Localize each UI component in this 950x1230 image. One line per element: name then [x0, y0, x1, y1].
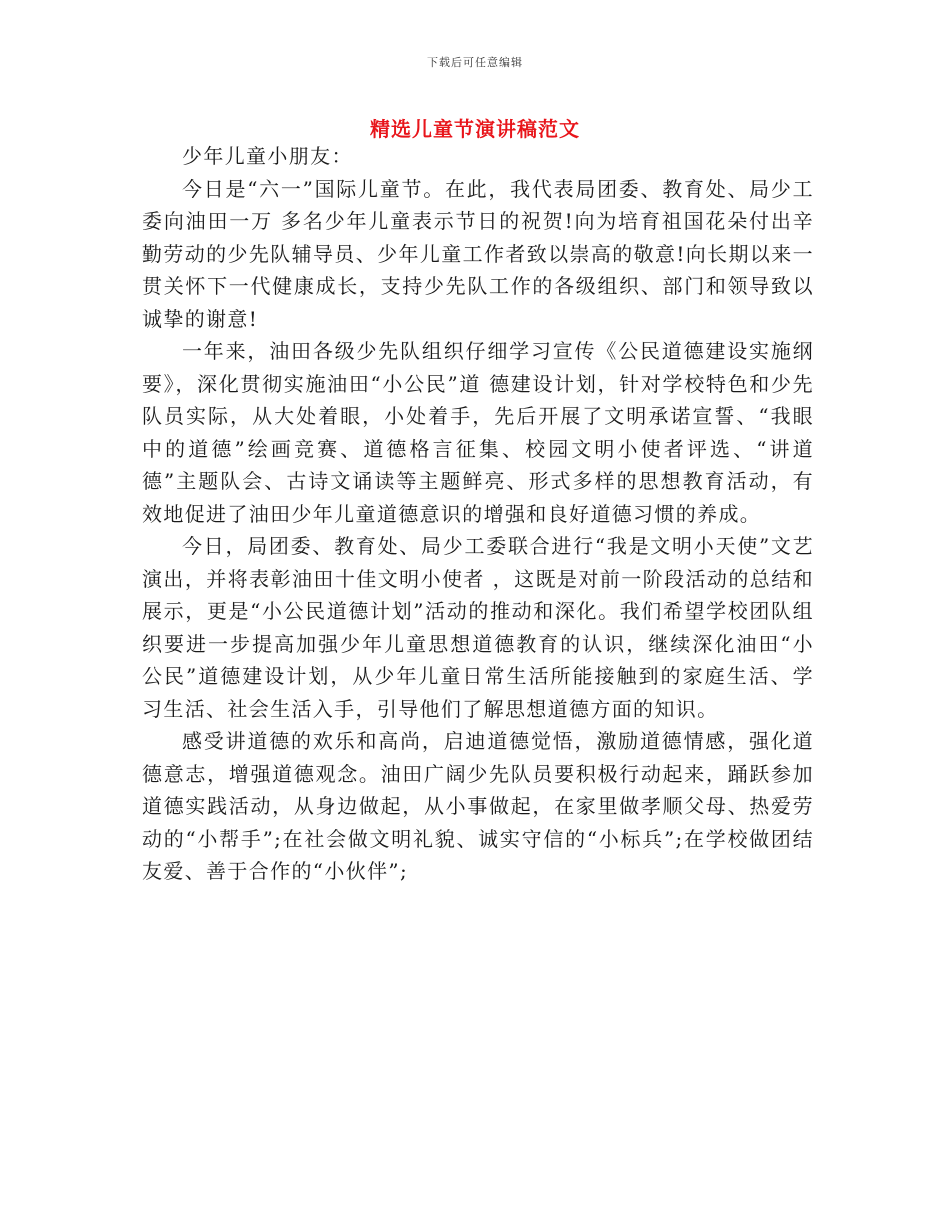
document-title: 精选儿童节演讲稿范文 — [370, 117, 580, 141]
header-note: 下载后可任意编辑 — [427, 56, 523, 69]
body-paragraph: 今日是“六一”国际儿童节。在此，我代表局团委、教育处、局少工委向油田一万 多名少年儿童表示节日的祝贺!向为培育祖国花朵付出辛勤劳动的少先队辅导员、少年儿童工作者致以崇高的敬意!向长期以来一贯关怀下一代健康成长，支持少先队工作的各级组织、部门和领导致以诚挚的谢意! — [142, 176, 815, 331]
body-paragraph: 今日，局团委、教育处、局少工委联合进行“我是文明小天使”文艺演出，并将表彰油田十佳文明小使者 ，这既是对前一阶段活动的总结和展示，更是“小公民道德计划”活动的推动和深化。我们希望学校团队组织要进一步提高加强少年儿童思想道德教育的认识，继续深化油田“小公民”道德建设计划，从少年儿童日常生活所能接触到的家庭生活、学习生活、社会生活入手，引导他们了解思想道德方面的知识。 — [142, 534, 814, 721]
salutation-paragraph: 少年儿童小朋友： — [182, 144, 353, 168]
body-paragraph: 一年来，油田各级少先队组织仔细学习宣传《公民道德建设实施纲要》，深化贯彻实施油田“小公民”道 德建设计划，针对学校特色和少先队员实际，从大处着眼，小处着手，先后开展了文明承诺宣誓、“我眼中的道德”绘画竞赛、道德格言征集、校园文明小使者评选、“讲道德”主题队会、古诗文诵读等主题鲜亮、形式多样的思想教育活动，有效地促进了油田少年儿童道德意识的增强和良好道德习惯的养成。 — [142, 339, 814, 526]
document-body — [142, 140, 814, 888]
body-paragraph: 感受讲道德的欢乐和高尚，启迪道德觉悟，激励道德情感，强化道德意志，增强道德观念。油田广阔少先队员要积极行动起来，踊跃参加道德实践活动，从身边做起，从小事做起，在家里做孝顺父母、热爱劳动的“小帮手”;在社会做文明礼貌、诚实守信的“小标兵”;在学校做团结友爱、善于合作的“小伙伴”; — [142, 729, 814, 883]
